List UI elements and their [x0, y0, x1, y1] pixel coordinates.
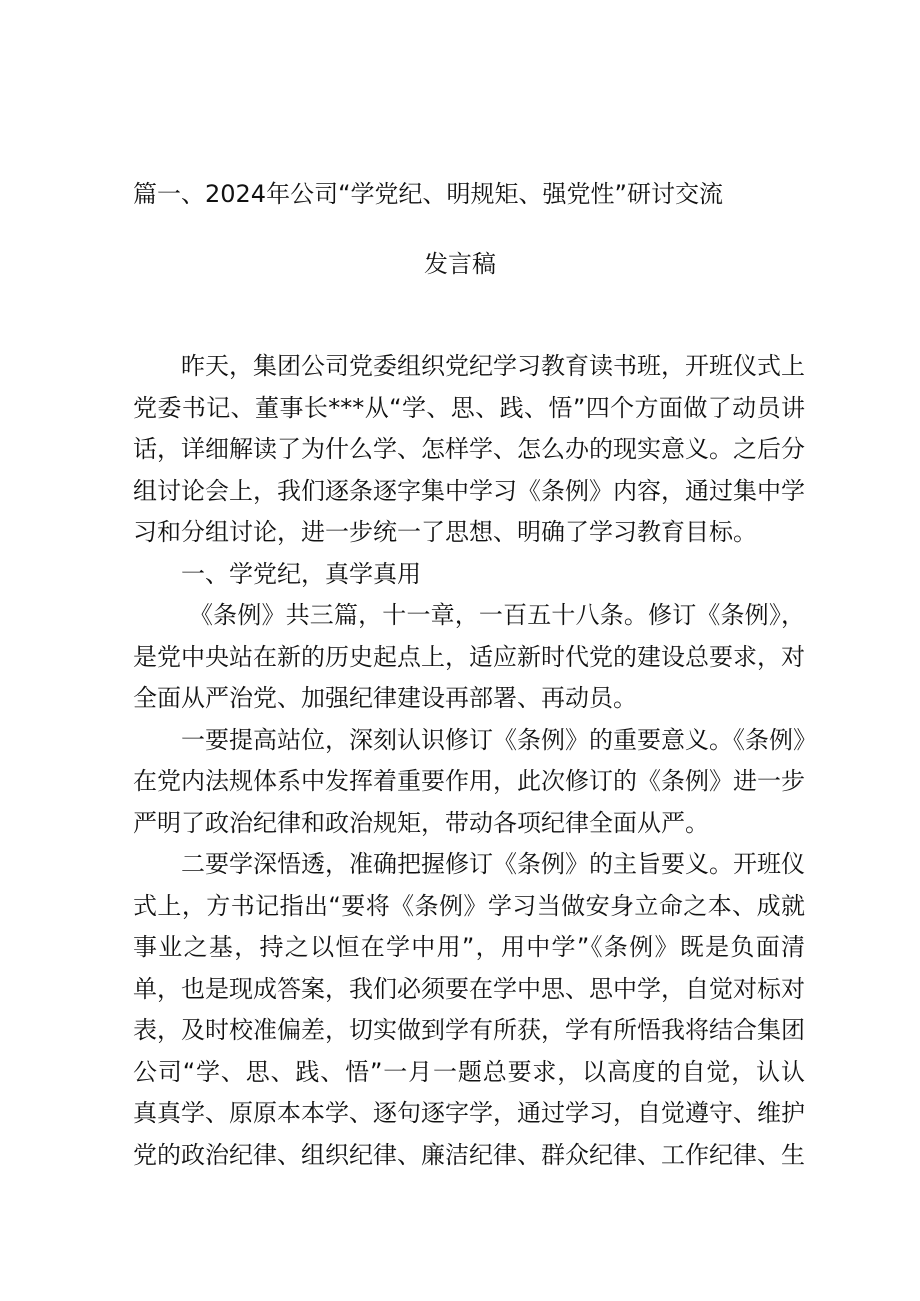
paragraph-point-1: 一要提高站位，深刻认识修订《条例》的重要意义。《条例》在党内法规体系中发挥着重要作用，此次修订的《条例》进一步严明了政治纪律和政治规矩，带动各项纪律全面从严。: [133, 725, 805, 837]
document-body: [133, 346, 805, 1176]
paragraph-intro: 昨天，集团公司党委组织党纪学习教育读书班，开班仪式上党委书记、董事长***从“学、思、践、悟”四个方面做了动员讲话，详细解读了为什么学、怎样学、怎么办的现实意义。之后分组讨论会上，我们逐条逐字集中学习《条例》内容，通过集中学习和分组讨论，进一步统一了思想、明确了学习教育目标。: [133, 352, 805, 546]
section-heading-1: 一、学党纪，真学真用: [181, 559, 421, 588]
document-subtitle: 发言稿: [424, 250, 496, 278]
paragraph-point-2: 二要学深悟透，准确把握修订《条例》的主旨要义。开班仪式上，方书记指出“要将《条例》学习当做安身立命之本、成就事业之基，持之以恒在学中用”，用中学”《条例》既是负面清单，也是现成答案，我们必须要在学中思、思中学，自觉对标对表，及时校准偏差，切实做到学有所获，学有所悟我将结合集团公司“学、思、践、悟”一月一题总要求，以高度的自觉，认认真真学、原原本本学、逐句逐字学，通过学习，自觉遵守、维护党的政治纪律、组织纪律、廉洁纪律、群众纪律、工作纪律、生: [133, 850, 805, 1169]
document-title: 篇一、2024年公司“学党纪、明规矩、强党性”研讨交流: [133, 180, 723, 208]
paragraph-regulation-overview: 《条例》共三篇，十一章，一百五十八条。修订《条例》，是党中央站在新的历史起点上，适应新时代党的建设总要求，对全面从严治党、加强纪律建设再部署、再动员。: [133, 601, 805, 712]
